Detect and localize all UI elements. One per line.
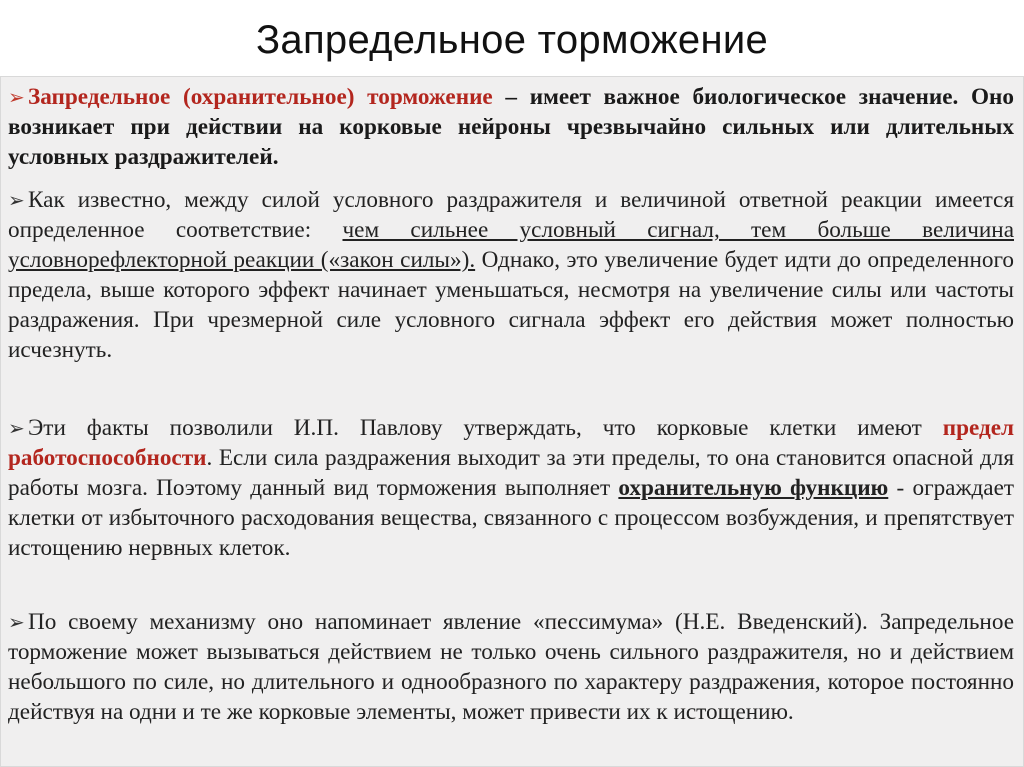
paragraph-1-text: – имеет важное биологическое значение. Оно возникает при действии на корковые нейроны чрезвычайно сильных или длительных условных раздражителей.	[8, 84, 1014, 170]
bullet-arrow-icon: ➢	[8, 85, 25, 109]
term-highlight: Запредельное (охранительное) торможение	[28, 84, 493, 110]
paragraph-4	[8, 607, 1014, 727]
bullet-arrow-icon: ➢	[8, 188, 25, 212]
paragraph-3-text-start: Эти факты позволили И.П. Павлову утверждать, что корковые клетки имеют	[28, 415, 943, 441]
paragraph-2-text-end: Однако, это увеличение будет идти до определенного предела, выше которого эффект начинает уменьшаться, несмотря на увеличение силы или частоты раздражения. При чрезмерной силе условного сигнала эффект его действия может полностью исчезнуть.	[8, 247, 1014, 363]
paragraph-4-text: По своему механизму оно напоминает явление «пессимума» (Н.Е. Введенский). Запредельное торможение может вызываться действием не только очень сильного раздражителя, но и действием небольшого по силе, но длительного и однообразного по характеру раздражения, которое постоянно действуя на одни и те же корковые элементы, может привести их к истощению.	[8, 609, 1014, 725]
paragraph-3-text-end: - ограждает клетки от избыточного расходования вещества, связанного с процессом возбуждения, и препятствует истощению нервных клеток.	[8, 475, 1014, 561]
paragraph-2-text-start: Как известно, между силой условного раздражителя и величиной ответной реакции имеется определенное соответствие:	[8, 187, 1014, 243]
protective-function-highlight: охранительную функцию	[618, 475, 889, 501]
bullet-arrow-icon: ➢	[8, 610, 25, 634]
paragraph-1	[8, 82, 1014, 172]
law-of-force-underlined: чем сильнее условный сигнал, тем больше величина условнорефлекторной реакции («закон силы»).	[8, 217, 1014, 273]
work-limit-highlight: предел работоспособности	[8, 415, 1014, 471]
bullet-arrow-icon: ➢	[8, 416, 25, 440]
paragraph-3-text-mid: . Если сила раздражения выходит за эти пределы, то она становится опасной для работы мозга. Поэтому данный вид торможения выполняет	[8, 445, 1014, 501]
content-area	[0, 76, 1024, 767]
paragraph-3	[8, 413, 1014, 563]
slide-title-bar	[0, 0, 1024, 80]
paragraph-2	[8, 185, 1014, 365]
slide-title: Запредельное торможение	[255, 17, 769, 62]
